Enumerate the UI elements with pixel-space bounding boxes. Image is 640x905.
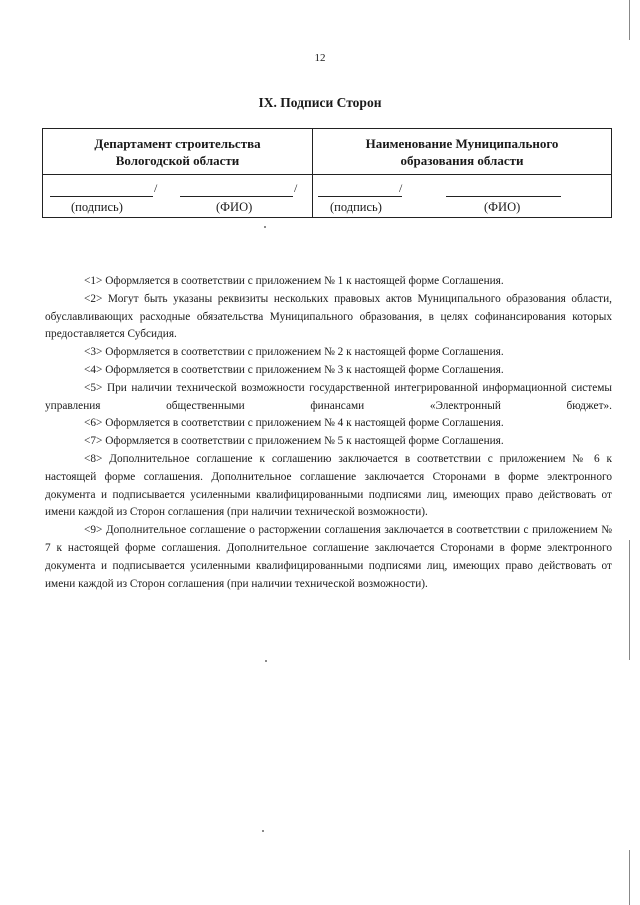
right-party-header-line: Наименование Муниципального <box>365 136 559 151</box>
footnote: <3> Оформляется в соответствии с приложением № 2 к настоящей форме Соглашения. <box>84 346 504 359</box>
left-party-header <box>43 135 312 169</box>
scan-speck <box>264 226 266 228</box>
left-name-slash: / <box>294 181 298 195</box>
footnote: <9> Дополнительное соглашение о расторжении соглашения заключается в соответствии с приложением № 7 к настоящей форме соглашения. Дополнительное соглашение заключается Сторонами в форме электронного документа и подписывается усиленными квалифицированными подписями лиц, имеющих право действовать от имени каждой из Сторон соглашения (при наличии технической возможности). <box>45 524 612 590</box>
scan-edge-mark <box>629 850 630 905</box>
left-signature-slash: / <box>154 181 158 195</box>
footnote: <6> Оформляется в соответствии с приложением № 4 к настоящей форме Соглашения. <box>84 417 504 430</box>
left-signature-line <box>50 196 153 197</box>
left-name-line <box>180 196 293 197</box>
left-party-header-line: Департамент строительства <box>94 136 261 151</box>
page-number: 12 <box>314 52 326 64</box>
scan-speck <box>262 830 264 832</box>
left-party-header-line: Вологодской области <box>115 153 240 168</box>
footnote: <2> Могут быть указаны реквизиты нескольких правовых актов Муниципального образования области, обуславливающих расходные обязательства Муниципального образования, в целях софинансирования которых предоставляется Субсидия. <box>45 292 612 341</box>
scan-edge-mark <box>629 0 630 40</box>
right-name-label: (ФИО) <box>484 200 521 214</box>
left-name-label: (ФИО) <box>216 200 253 214</box>
footnote: <7> Оформляется в соответствии с приложением № 5 к настоящей форме Соглашения. <box>84 435 504 448</box>
footnotes <box>45 273 612 593</box>
right-signature-label: (подпись) <box>330 200 382 214</box>
section-title: IX. Подписи Сторон <box>258 95 382 110</box>
left-signature-label: (подпись) <box>71 200 123 214</box>
footnote: <1> Оформляется в соответствии с приложением № 1 к настоящей форме Соглашения. <box>84 275 504 287</box>
right-party-header <box>313 135 611 169</box>
scan-speck <box>265 660 267 662</box>
right-party-header-line: образования области <box>400 153 524 168</box>
table-row-divider <box>43 174 611 175</box>
right-signature-line <box>318 196 402 197</box>
footnote: <5> При наличии технической возможности государственной интегрированной информационной системы управления общественными финансами «Электронный бюджет». <box>45 381 612 412</box>
right-signature-slash: / <box>399 181 403 195</box>
right-name-line <box>446 196 561 197</box>
scan-edge-mark <box>629 540 630 660</box>
signature-table <box>42 128 612 218</box>
footnote: <8> Дополнительное соглашение к соглашению заключается в соответствии с приложением № 6 к настоящей форме соглашения. Дополнительное соглашение заключается Сторонами в форме электронного документа и подписывается усиленными квалифицированными подписями лиц, имеющих право действовать от имени каждой из Сторон соглашения (при наличии технической возможности). <box>45 452 612 519</box>
footnote: <4> Оформляется в соответствии с приложением № 3 к настоящей форме Соглашения. <box>84 363 504 376</box>
